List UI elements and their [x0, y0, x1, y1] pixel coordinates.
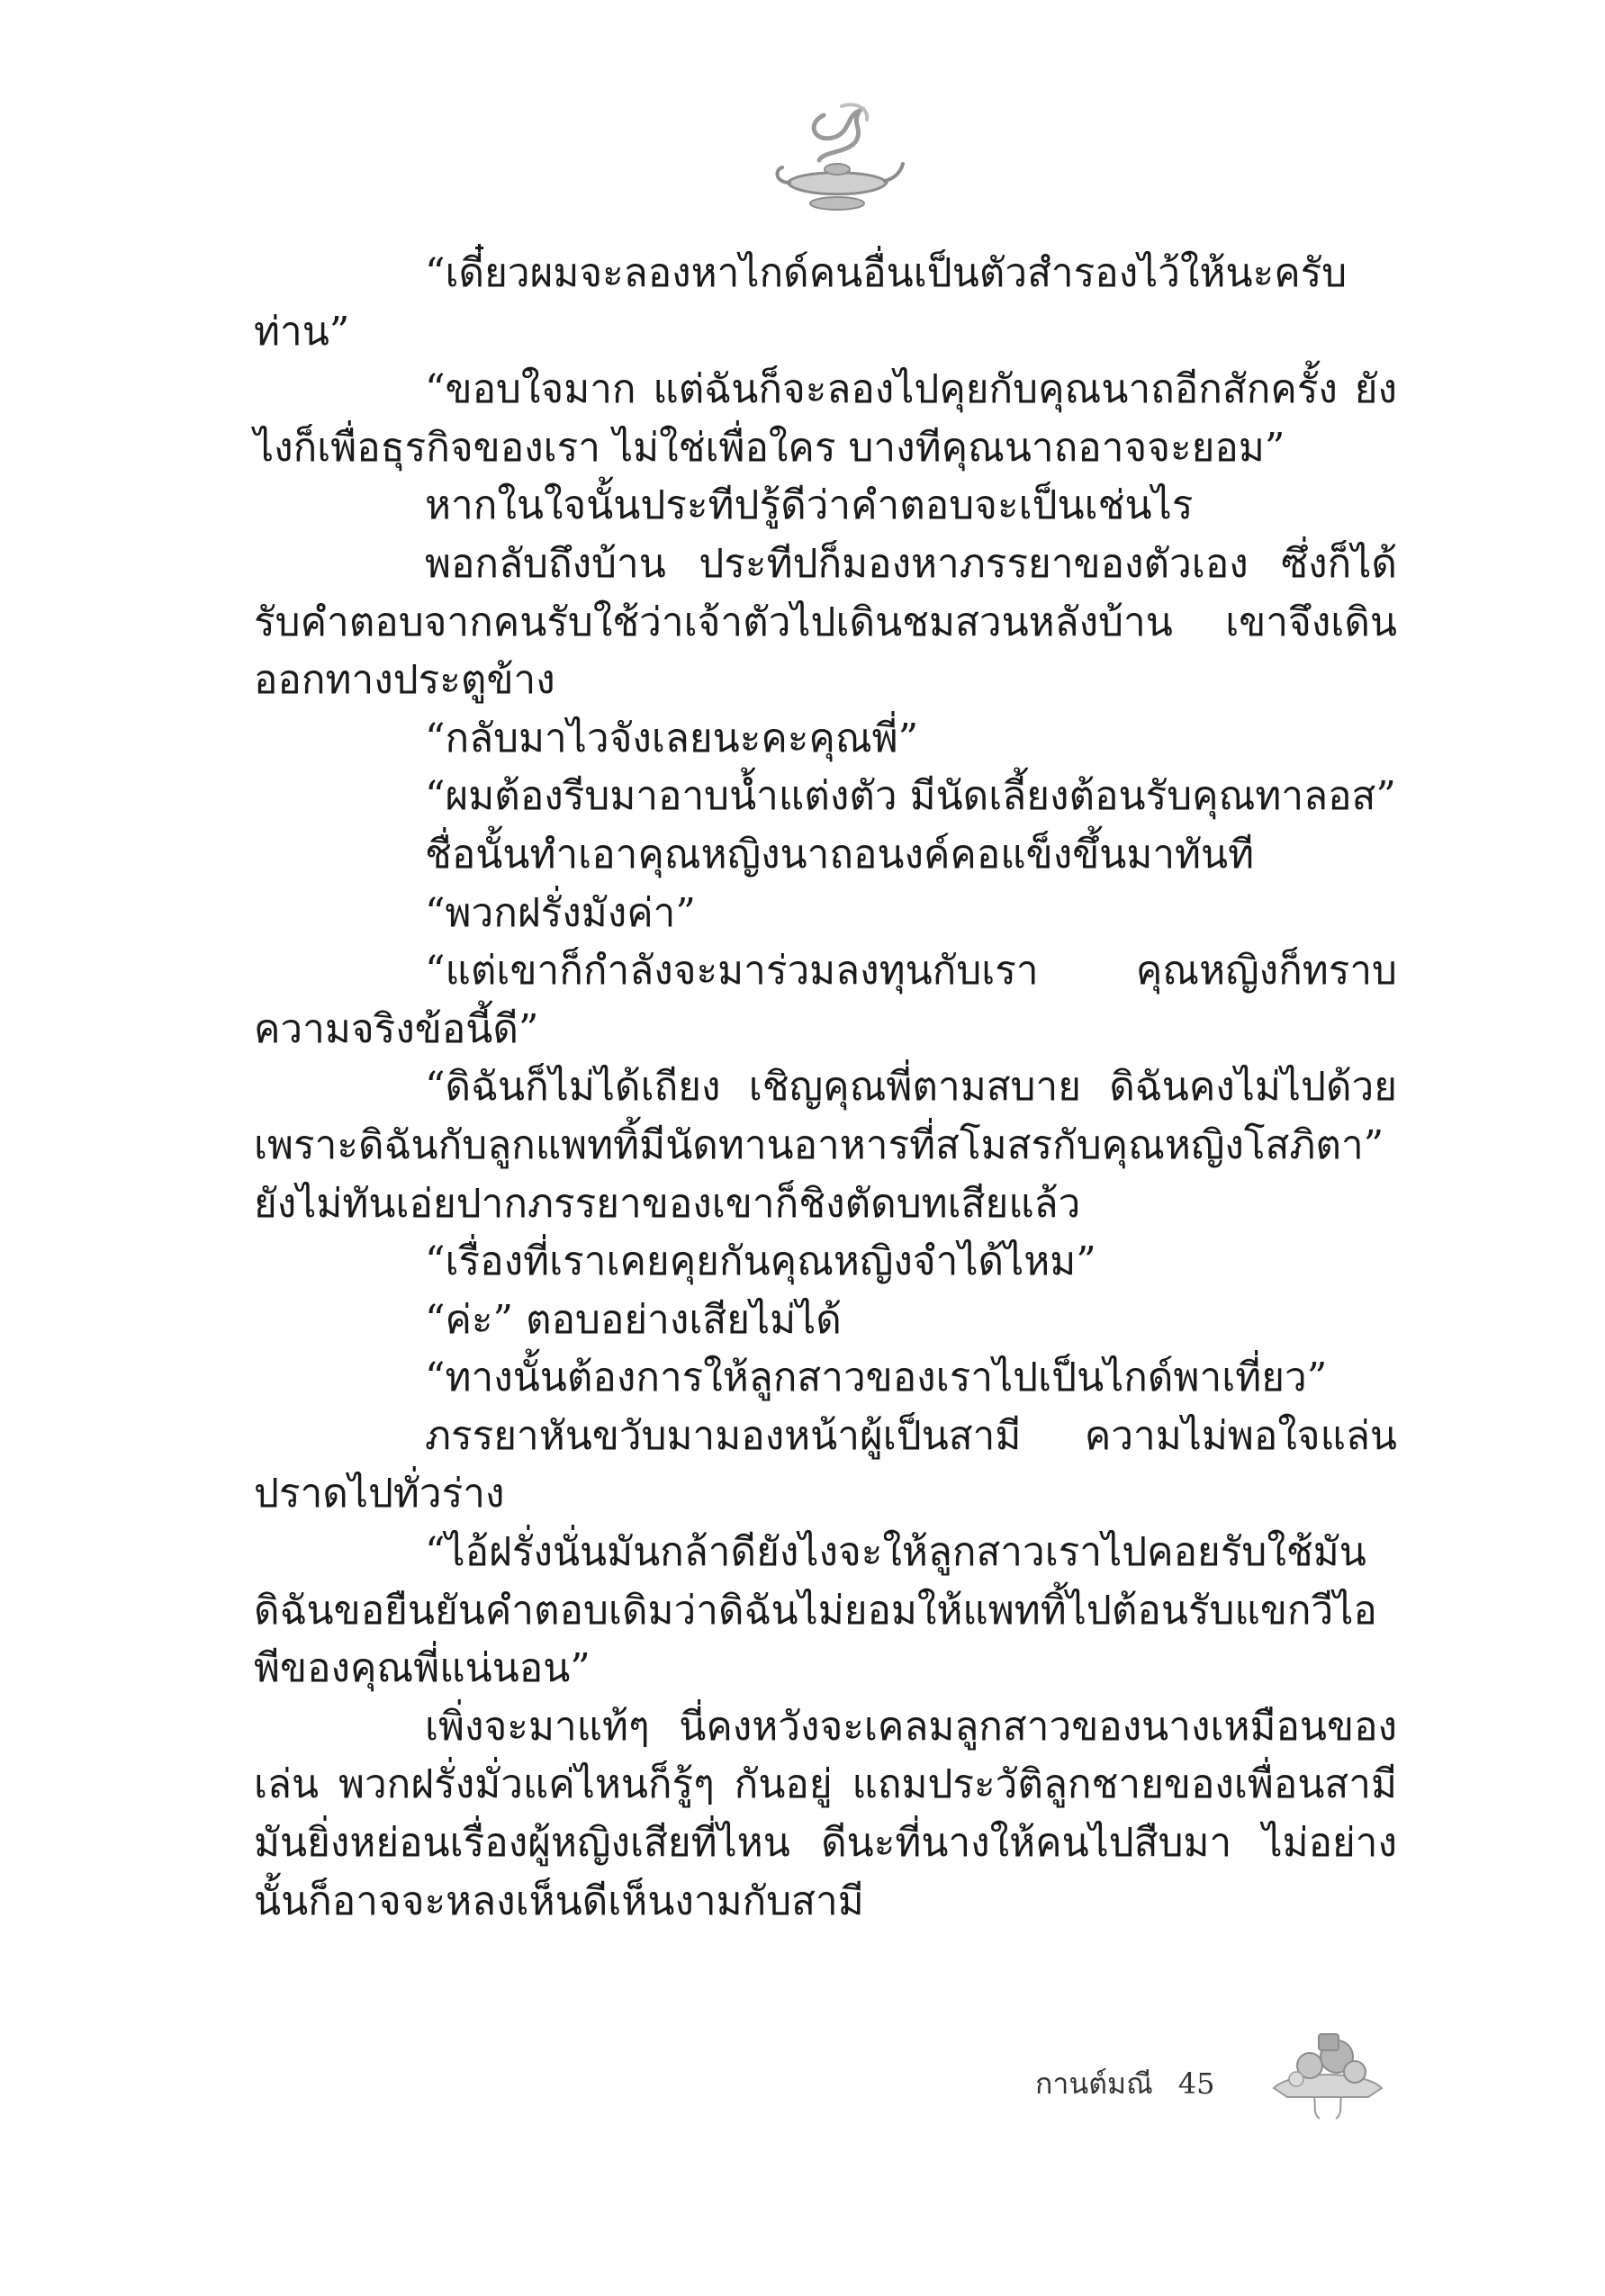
paragraph: เพิ่งจะมาแท้ๆ นี่คงหวังจะเคลมลูกสาวของนางเหมือนของเล่น พวกฝรั่งมั่วแค่ไหนก็รู้ๆ กันอยู่ แถมประวัติลูกชายของเพื่อนสามีมันยิ่งหย่อนเรื่องผู้หญิงเสียที่ไหน ดีนะที่นางให้คนไปสืบมา ไม่อย่างนั้นก็อาจจะหลงเห็นดีเห็นงามกับสามี: [254, 1703, 1397, 1924]
paragraph: หากในใจนั้นประทีปรู้ดีว่าคำตอบจะเป็นเช่นไร: [425, 482, 1194, 529]
paragraph: “เรื่องที่เราเคยคุยกันคุณหญิงจำได้ไหม”: [425, 1238, 1096, 1285]
book-title: กานต์มณี: [1035, 2066, 1153, 2101]
paragraph: “เดี๋ยวผมจะลองหาไกด์คนอื่นเป็นตัวสำรองไว้ให้นะครับท่าน”: [254, 250, 1348, 355]
page-footer: [1035, 2052, 1215, 2115]
genie-lamp-icon: [770, 97, 905, 232]
paragraph: “ค่ะ” ตอบอย่างเสียไม่ได้: [425, 1296, 842, 1343]
paragraph: “แต่เขาก็กำลังจะมาร่วมลงทุนกับเรา คุณหญิงก็ทราบความจริงข้อนี้ดี”: [254, 948, 1397, 1052]
paragraph: “ดิฉันก็ไม่ได้เถียง เชิญคุณพี่ตามสบาย ดิฉันคงไม่ไปด้วยเพราะดิฉันกับลูกแพททิ้มีนัดทานอาหารที่สโมสรกับคุณหญิงโสภิตา” ยังไม่ทันเอ่ยปากภรรยาของเขาก็ชิงตัดบทเสียแล้ว: [254, 1064, 1397, 1227]
paragraph: “ผมต้องรีบมาอาบน้ำแต่งตัว มีนัดเลี้ยงต้อนรับคุณทาลอส”: [425, 773, 1396, 820]
paragraph: ชื่อนั้นทำเอาคุณหญิงนาถอนงค์คอแข็งขึ้นมาทันที: [425, 831, 1255, 878]
treasure-pile-icon: [1260, 2007, 1395, 2124]
text-body: [254, 245, 1397, 1931]
paragraph: พอกลับถึงบ้าน ประทีปก็มองหาภรรยาของตัวเอง ซึ่งก็ได้รับคำตอบจากคนรับใช้ว่าเจ้าตัวไปเดินชมสวนหลังบ้าน เขาจึงเดินออกทางประตูข้าง: [254, 540, 1397, 704]
paragraph: “กลับมาไวจังเลยนะคะคุณพี่”: [425, 715, 919, 761]
paragraph: “ทางนั้นต้องการให้ลูกสาวของเราไปเป็นไกด์พาเที่ยว”: [425, 1355, 1328, 1401]
paragraph: “ขอบใจมาก แต่ฉันก็จะลองไปคุยกับคุณนาถอีกสักครั้ง ยังไงก็เพื่อธุรกิจของเรา ไม่ใช่เพื่อใคร บางทีคุณนาถอาจจะยอม”: [254, 366, 1397, 471]
paragraph: ภรรยาหันขวับมามองหน้าผู้เป็นสามี ความไม่พอใจแล่นปราดไปทั่วร่าง: [254, 1412, 1397, 1517]
page-number: 45: [1177, 2066, 1215, 2101]
paragraph: “ไอ้ฝรั่งนั่นมันกล้าดียังไงจะให้ลูกสาวเราไปคอยรับใช้มัน ดิฉันขอยืนยันคำตอบเดิมว่าดิฉันไม่ยอมให้แพททิ้ไปต้อนรับแขกวีไอพีของคุณพี่แน่นอน”: [254, 1529, 1377, 1692]
paragraph: “พวกฝรั่งมังค่า”: [425, 889, 696, 936]
